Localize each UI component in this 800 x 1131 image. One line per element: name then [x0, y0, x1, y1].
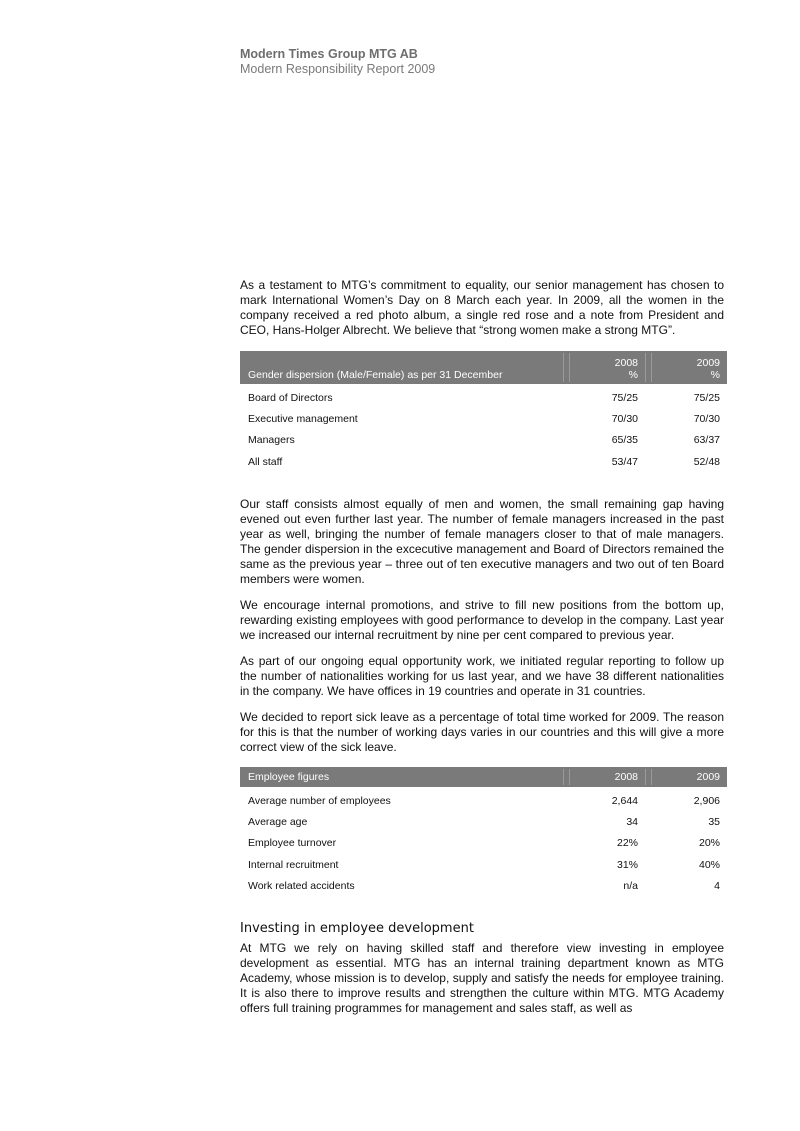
- intro-paragraph: As a testament to MTG’s commitment to equality, our senior management has chosen to mark International Women’s Day on 8 March each year. In 2009, all the women in the company received a red photo album, a single red rose and a note from President and CEO, Hans-Holger Albrecht. We believe that “strong women make a strong MTG”.: [240, 278, 724, 337]
- row-label: Managers: [248, 434, 295, 447]
- value-2008: 34: [626, 816, 638, 829]
- row-label: Employee turnover: [248, 837, 337, 850]
- employee-table-header: [240, 767, 727, 787]
- body-paragraph: We decided to report sick leave as a percentage of total time worked for 2009. The reason for this is that the number of working days varies in our countries and this will give a more correct view of the sick leave.: [240, 710, 724, 755]
- table-row: [240, 833, 727, 854]
- value-2009: 20%: [698, 837, 720, 850]
- row-label: Work related accidents: [248, 880, 355, 893]
- header-divider: [563, 353, 564, 382]
- row-label: Internal recruitment: [248, 858, 339, 871]
- value-2008: 65/35: [611, 434, 638, 447]
- value-2009: 75/25: [693, 391, 720, 404]
- employee-table-body: [240, 787, 727, 896]
- table-row: [240, 387, 727, 408]
- gender-table-title: Gender dispersion (Male/Female) as per 31 December: [248, 369, 503, 381]
- row-label: All staff: [248, 455, 283, 468]
- table-row: [240, 875, 727, 896]
- value-2009: 2,906: [693, 794, 720, 807]
- header-divider: [569, 353, 570, 382]
- header-divider: [569, 769, 570, 785]
- table-row: [240, 451, 727, 472]
- value-2008: n/a: [623, 880, 638, 893]
- gender-col-2009: [645, 357, 727, 384]
- header-divider: [645, 769, 646, 785]
- value-2008: 53/47: [611, 455, 638, 468]
- main-content: [240, 278, 724, 1016]
- table-row: [240, 854, 727, 875]
- report-title: Modern Responsibility Report 2009: [240, 62, 436, 76]
- gender-col-2009-unit: %: [710, 369, 720, 381]
- company-name: Modern Times Group MTG AB: [240, 47, 418, 61]
- gender-table: [240, 351, 727, 472]
- employee-table-title: Employee figures: [248, 771, 330, 784]
- employee-col-2009: 2009: [696, 771, 720, 784]
- value-2009: 52/48: [693, 455, 720, 468]
- value-2008: 75/25: [611, 391, 638, 404]
- header-divider: [645, 353, 646, 382]
- body-paragraph: As part of our ongoing equal opportunity work, we initiated regular reporting to follow up the number of nationalities working for us last year, and we have 38 different nationalities in the company. We have offices in 19 countries and operate in 31 countries.: [240, 654, 724, 699]
- value-2009: 63/37: [693, 434, 720, 447]
- body-paragraph: We encourage internal promotions, and strive to fill new positions from the bottom up, rewarding existing employees with good performance to develop in the company. Last year we increased our internal recruitment by nine per cent compared to previous year.: [240, 598, 724, 643]
- value-2008: 70/30: [611, 412, 638, 425]
- gender-col-2008-unit: %: [628, 369, 638, 381]
- value-2008: 31%: [616, 858, 638, 871]
- section-heading: Investing in employee development: [240, 920, 474, 936]
- table-row: [240, 430, 727, 451]
- employee-table: [240, 767, 727, 896]
- table-row: [240, 408, 727, 429]
- value-2009: 4: [714, 880, 720, 893]
- gender-table-body: [240, 384, 727, 472]
- value-2009: 35: [708, 816, 720, 829]
- table-row: [240, 790, 727, 811]
- header-divider: [651, 769, 652, 785]
- value-2009: 70/30: [693, 412, 720, 425]
- gender-col-2008-year: 2008: [614, 357, 638, 369]
- value-2009: 40%: [698, 858, 720, 871]
- employee-col-2008: 2008: [614, 771, 638, 784]
- document-header: [240, 47, 435, 77]
- row-label: Average age: [248, 816, 308, 829]
- table-row: [240, 811, 727, 832]
- header-divider: [563, 769, 564, 785]
- gender-table-header: [240, 351, 727, 384]
- body-paragraph: Our staff consists almost equally of men and women, the small remaining gap having evened out even further last year. The number of female managers increased in the past year as well, bringing the number of female managers closer to that of male managers. The gender dispersion in the excecutive management and Board of Directors remained the same as the previous year – three out of ten executive managers and two out of ten Board members were women.: [240, 497, 724, 587]
- row-label: Board of Directors: [248, 391, 333, 404]
- gender-col-2008: [563, 357, 645, 384]
- value-2008: 2,644: [611, 794, 638, 807]
- value-2008: 22%: [616, 837, 638, 850]
- section-paragraph: At MTG we rely on having skilled staff and therefore view investing in employee development as essential. MTG has an internal training department known as MTG Academy, whose mission is to develop, supply and satisfy the needs for employee training. It is also there to improve results and strengthen the culture within MTG. MTG Academy offers full training programmes for management and sales staff, as well as: [240, 940, 724, 1015]
- header-divider: [651, 353, 652, 382]
- gender-col-2009-year: 2009: [696, 357, 720, 369]
- row-label: Executive management: [248, 412, 358, 425]
- row-label: Average number of employees: [248, 794, 391, 807]
